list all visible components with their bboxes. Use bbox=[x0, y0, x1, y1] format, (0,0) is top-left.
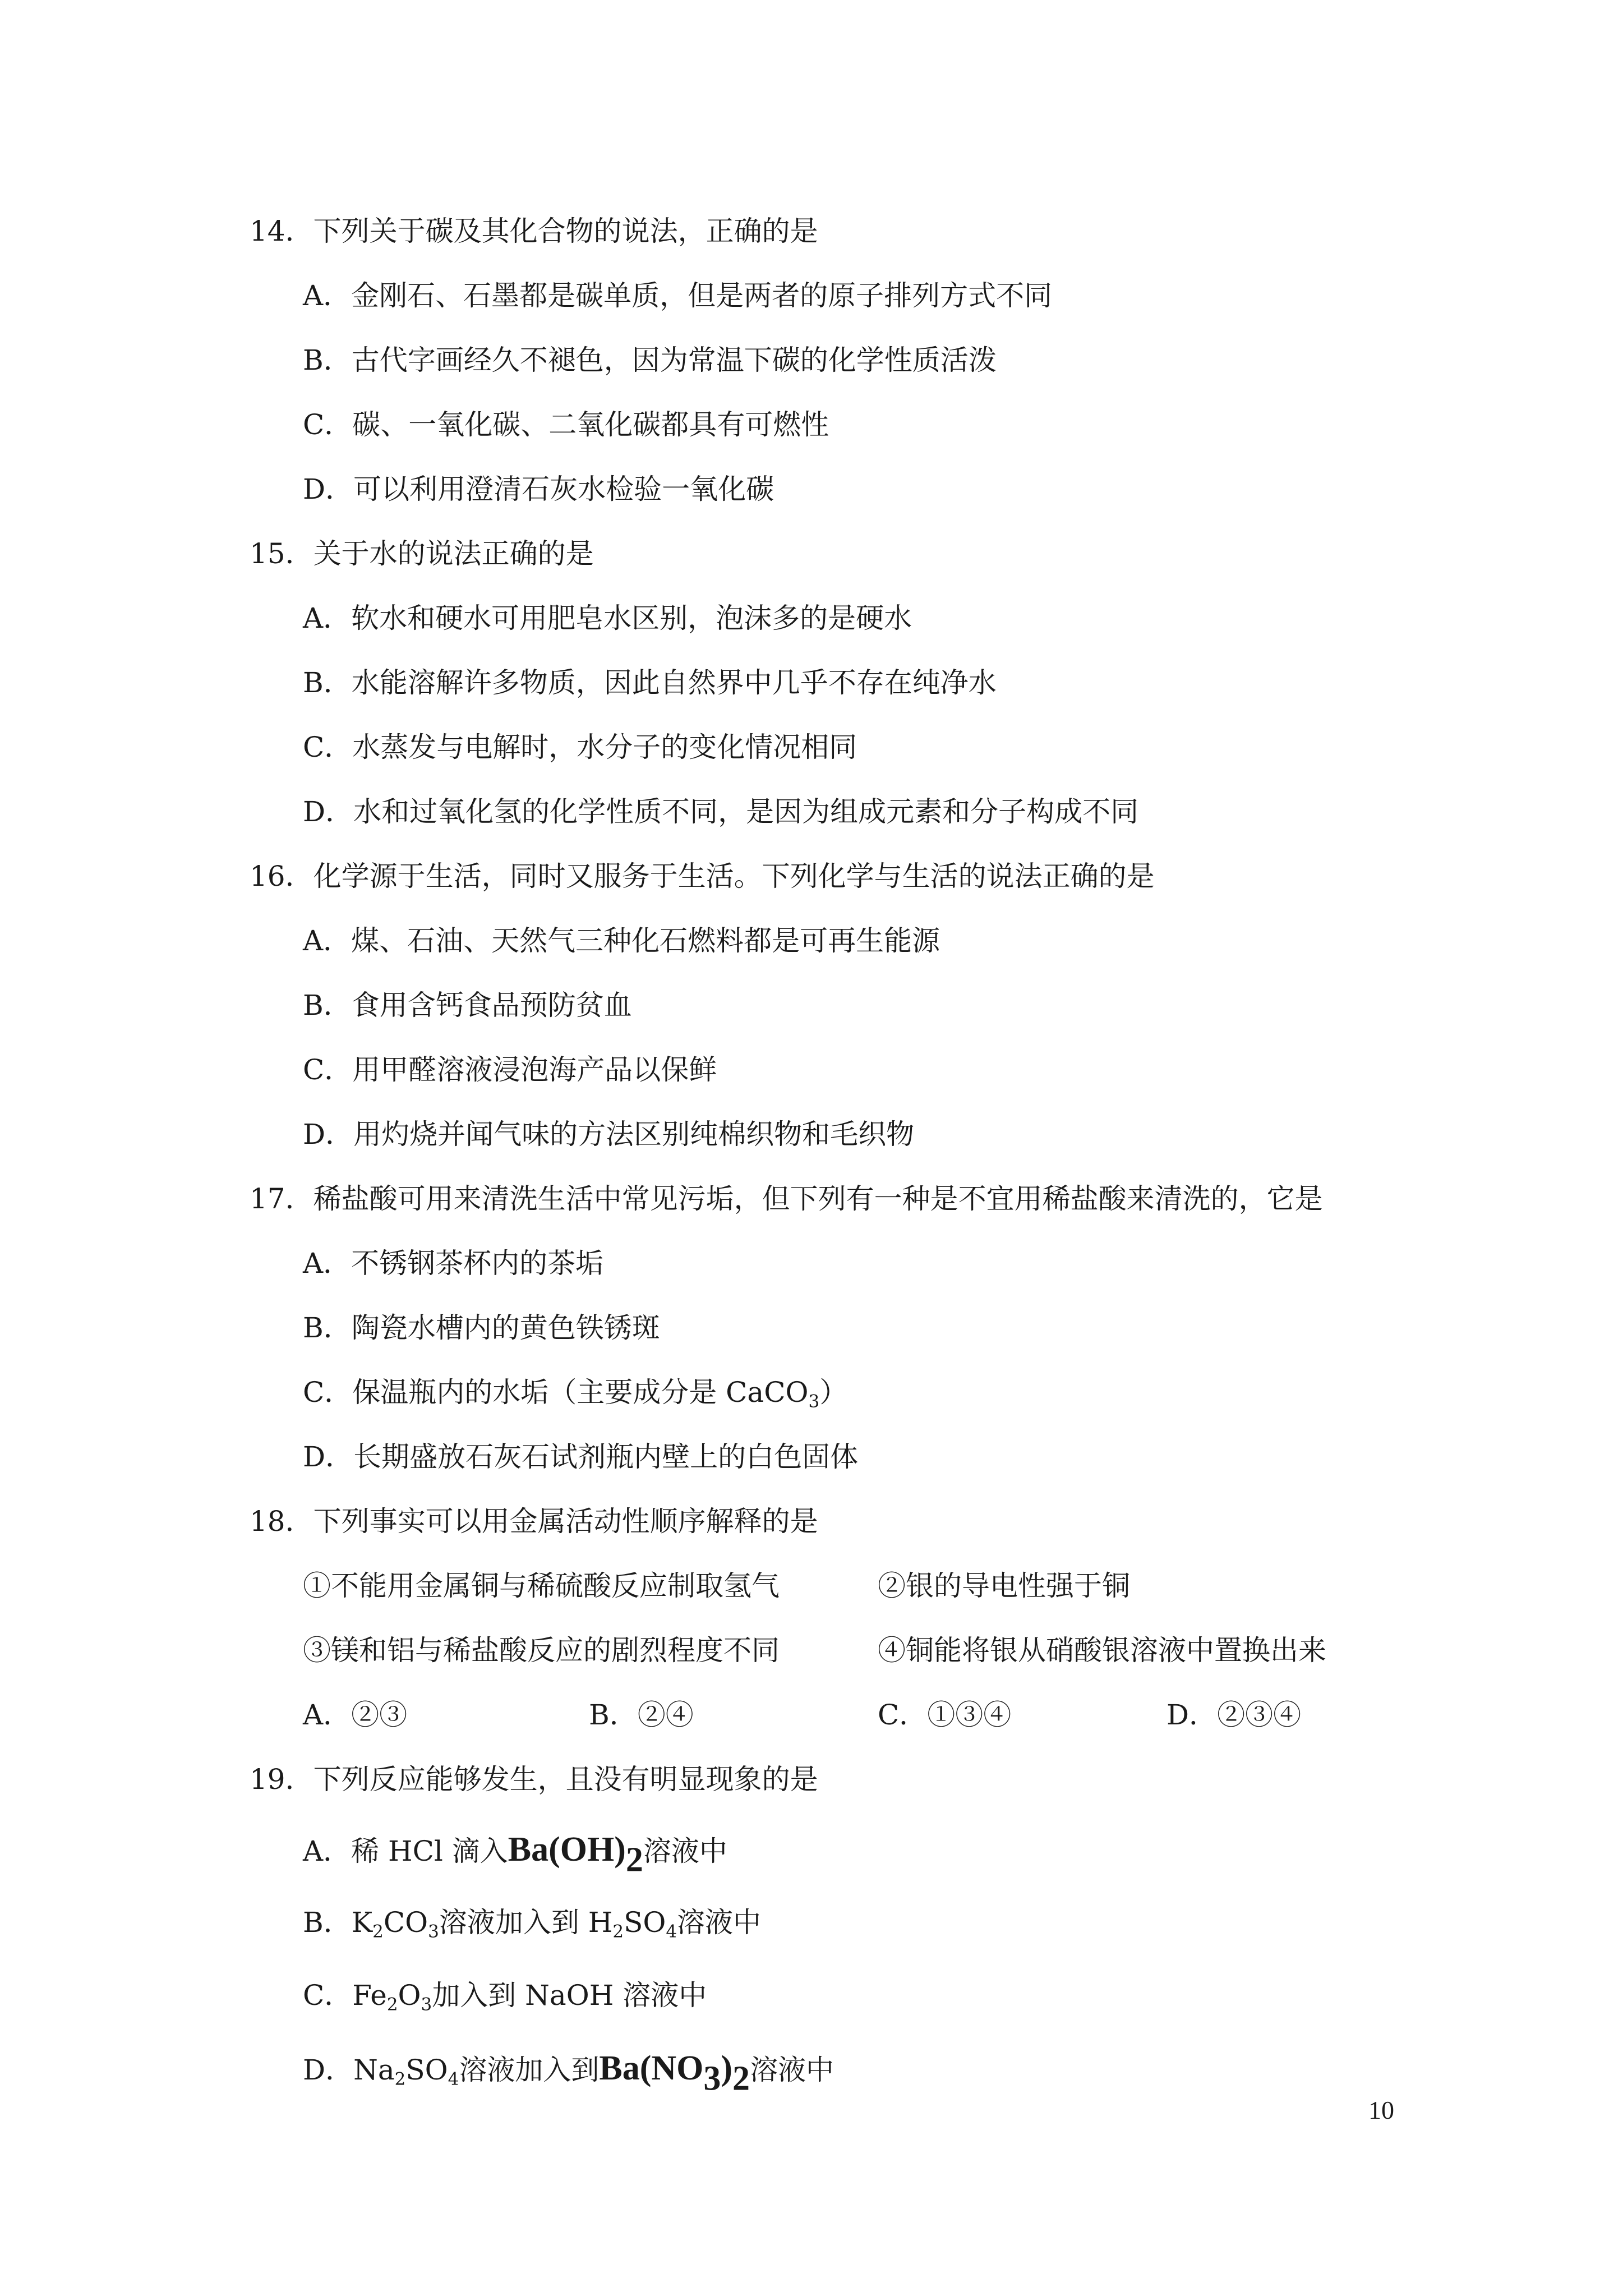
q17-option-b: B．陶瓷水槽内的黄色铁锈斑 bbox=[303, 1312, 660, 1344]
q19-d-text-3: 溶液加入到 bbox=[459, 2054, 600, 2086]
q19-option-a bbox=[303, 1830, 727, 1879]
q19-c-tail: 加入到 NaOH 溶液中 bbox=[432, 1979, 707, 2012]
q14-option-c: C．碳、一氧化碳、二氧化碳都具有可燃性 bbox=[303, 408, 829, 441]
q19-c-text-1: C．Fe bbox=[303, 1979, 387, 2012]
q19-b-sub-4: 4 bbox=[666, 1921, 677, 1942]
q19-a-tail: 溶液中 bbox=[643, 1835, 727, 1867]
q18-option-b: B．②④ bbox=[589, 1699, 694, 1731]
q19-option-d bbox=[303, 2049, 834, 2098]
q19-c-text-2: O bbox=[398, 1979, 421, 2012]
q19-c-sub-1: 2 bbox=[386, 1994, 398, 2015]
q19-c-sub-2: 3 bbox=[421, 1994, 432, 2015]
q18-statement-3: ③镁和铝与稀盐酸反应的剧烈程度不同 bbox=[303, 1634, 780, 1667]
q16-option-d: D．用灼烧并闻气味的方法区别纯棉织物和毛织物 bbox=[303, 1118, 915, 1151]
q18-statement-2: ②银的导电性强于铜 bbox=[878, 1570, 1130, 1602]
q19-option-c bbox=[303, 1977, 707, 2013]
q18-statement-1: ①不能用金属铜与稀硫酸反应制取氢气 bbox=[303, 1570, 780, 1602]
q17-option-a: A．不锈钢茶杯内的茶垢 bbox=[303, 1247, 604, 1280]
q17-option-c bbox=[303, 1374, 847, 1410]
q18-option-a: A．②③ bbox=[303, 1699, 408, 1731]
page-number: 10 bbox=[1368, 2096, 1394, 2124]
q18-option-c: C．①③④ bbox=[878, 1699, 1012, 1731]
q15-option-a: A．软水和硬水可用肥皂水区别，泡沫多的是硬水 bbox=[303, 602, 912, 634]
q19-d-formula-close: ) bbox=[721, 2049, 733, 2087]
q17-option-d: D．长期盛放石灰石试剂瓶内壁上的白色固体 bbox=[303, 1441, 859, 1473]
q16-stem: 16．化学源于生活，同时又服务于生活。下列化学与生活的说法正确的是 bbox=[250, 860, 1155, 892]
q19-b-text-1: B．K bbox=[303, 1906, 373, 1939]
q19-b-text-4: SO bbox=[624, 1906, 666, 1939]
q19-d-sub-1: 2 bbox=[394, 2069, 406, 2090]
q17-stem: 17．稀盐酸可用来清洗生活中常见污垢，但下列有一种是不宜用稀盐酸来清洗的，它是 bbox=[250, 1182, 1323, 1215]
q19-b-sub-3: 2 bbox=[612, 1921, 624, 1942]
q19-stem: 19．下列反应能够发生，且没有明显现象的是 bbox=[250, 1763, 818, 1796]
q18-stem: 18．下列事实可以用金属活动性顺序解释的是 bbox=[250, 1505, 818, 1538]
q19-d-text-1: D．Na bbox=[303, 2054, 395, 2086]
q19-d-formula: Ba(NO bbox=[599, 2049, 704, 2087]
q19-a-text: A．稀 HCl 滴入 bbox=[303, 1835, 508, 1867]
q19-d-text-2: SO bbox=[405, 2054, 448, 2086]
q15-option-d: D．水和过氧化氢的化学性质不同，是因为组成元素和分子构成不同 bbox=[303, 795, 1139, 828]
q16-option-a: A．煤、石油、天然气三种化石燃料都是可再生能源 bbox=[303, 924, 940, 957]
q19-d-formula-sub-1: 3 bbox=[703, 2059, 721, 2098]
q14-option-d: D．可以利用澄清石灰水检验一氧化碳 bbox=[303, 473, 774, 505]
q18-option-d: D．②③④ bbox=[1166, 1699, 1302, 1731]
q16-option-b: B．食用含钙食品预防贫血 bbox=[303, 989, 632, 1022]
q15-option-c: C．水蒸发与电解时，水分子的变化情况相同 bbox=[303, 731, 857, 763]
q19-b-sub-1: 2 bbox=[372, 1921, 384, 1942]
q19-a-formula: Ba(OH) bbox=[508, 1830, 626, 1869]
q17-option-c-close: ） bbox=[819, 1376, 848, 1409]
q19-b-text-2: CO bbox=[383, 1906, 428, 1939]
q19-d-tail: 溶液中 bbox=[750, 2054, 834, 2086]
q14-option-a: A．金刚石、石墨都是碳单质，但是两者的原子排列方式不同 bbox=[303, 279, 1053, 312]
q16-option-c: C．用甲醛溶液浸泡海产品以保鲜 bbox=[303, 1053, 717, 1086]
q14-option-b: B．古代字画经久不褪色，因为常温下碳的化学性质活泼 bbox=[303, 344, 997, 376]
q19-a-formula-sub: 2 bbox=[625, 1841, 643, 1879]
q17-option-c-sub: 3 bbox=[808, 1391, 820, 1412]
q19-option-b bbox=[303, 1904, 761, 1940]
q17-option-c-text: C．保温瓶内的水垢（主要成分是 CaCO bbox=[303, 1376, 809, 1409]
q14-stem: 14．下列关于碳及其化合物的说法，正确的是 bbox=[250, 215, 818, 247]
q19-d-formula-sub-2: 2 bbox=[732, 2059, 750, 2098]
q19-b-tail: 溶液中 bbox=[677, 1906, 762, 1939]
q19-b-text-3: 溶液加入到 H bbox=[439, 1906, 613, 1939]
q15-option-b: B．水能溶解许多物质，因此自然界中几乎不存在纯净水 bbox=[303, 666, 997, 699]
q19-d-sub-2: 4 bbox=[448, 2069, 459, 2090]
q19-b-sub-2: 3 bbox=[428, 1921, 439, 1942]
q15-stem: 15．关于水的说法正确的是 bbox=[250, 537, 594, 570]
q18-statement-4: ④铜能将银从硝酸银溶液中置换出来 bbox=[878, 1634, 1326, 1667]
